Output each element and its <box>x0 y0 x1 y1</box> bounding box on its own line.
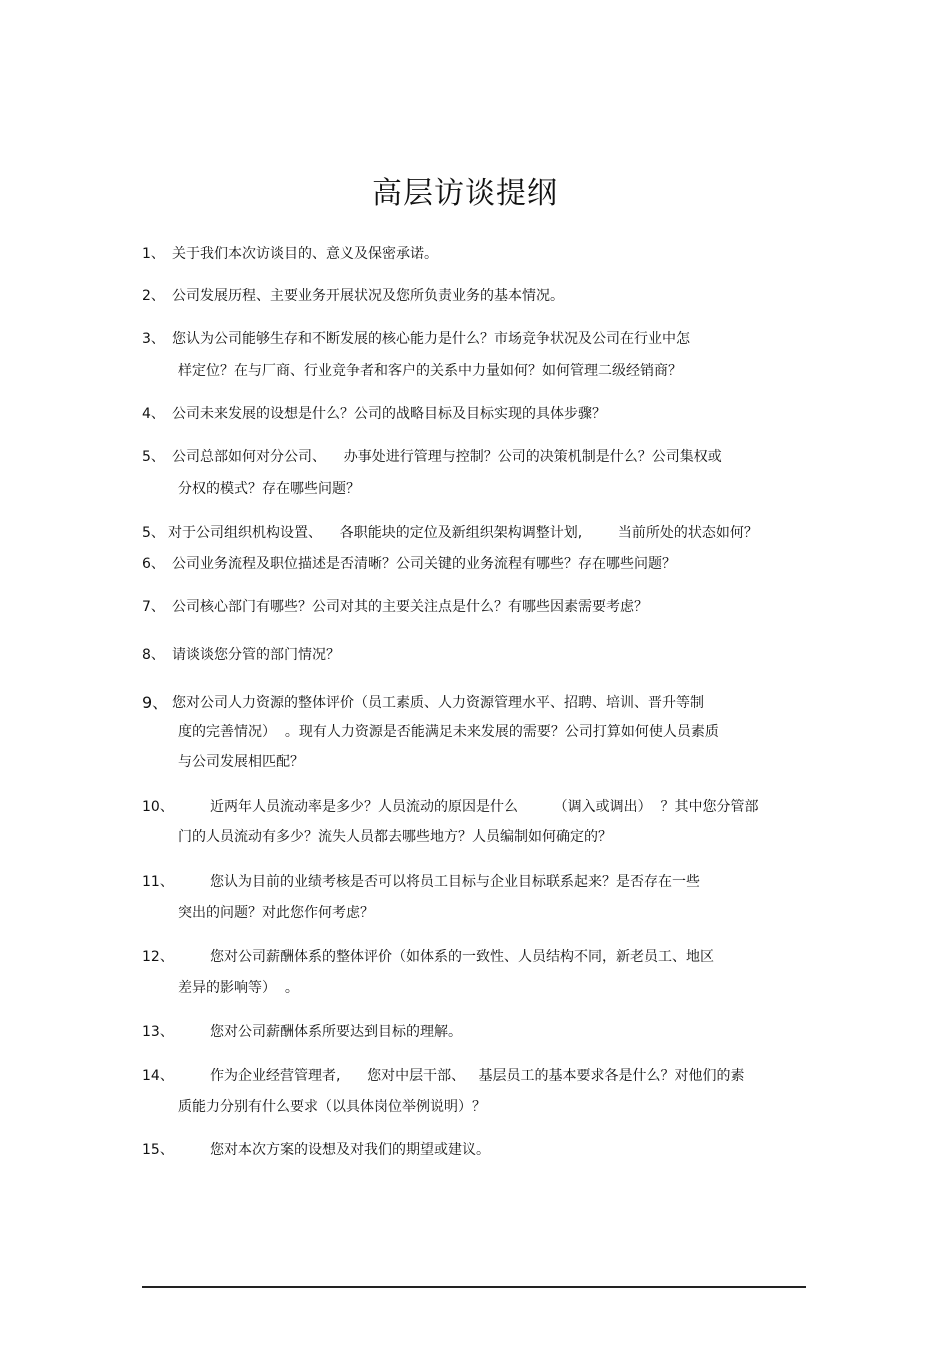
item-number: 10、 <box>142 799 174 815</box>
item-text: 您对公司人力资源的整体评价（员工素质、人力资源管理水平、招聘、培训、晋升等制 <box>172 695 704 711</box>
item-number: 6、 <box>142 556 165 572</box>
item-text: 公司未来发展的设想是什么？公司的战略目标及目标实现的具体步骤？ <box>172 406 606 422</box>
item-text: 公司总部如何对分公司、 办事处进行管理与控制？公司的决策机制是什么？公司集权或 <box>172 449 722 465</box>
item-number: 13、 <box>142 1024 174 1040</box>
item-text: 您认为目前的业绩考核是否可以将员工目标与企业目标联系起来？是否存在一些 <box>210 874 700 890</box>
item-text: 您对公司薪酬体系所要达到目标的理解。 <box>210 1024 462 1040</box>
item-number: 8、 <box>142 647 165 663</box>
item-text: 您对公司薪酬体系的整体评价（如体系的一致性、人员结构不同，新老员工、地区 <box>210 949 714 965</box>
item-text-continued: 质能力分别有什么要求（以具体岗位举例说明）？ <box>178 1099 486 1115</box>
item-text-continued: 突出的问题？对此您作何考虑？ <box>178 905 374 921</box>
item-number: 14、 <box>142 1068 174 1084</box>
item-text-continued: 分权的模式？存在哪些问题？ <box>178 481 360 497</box>
item-number: 3、 <box>142 331 165 347</box>
item-text-continued: 门的人员流动有多少？流失人员都去哪些地方？人员编制如何确定的？ <box>178 829 612 845</box>
item-number: 15、 <box>142 1142 174 1158</box>
item-text-continued: 差异的影响等） 。 <box>178 980 299 996</box>
item-text-continued: 样定位？在与厂商、行业竞争者和客户的关系中力量如何？如何管理二级经销商？ <box>178 363 682 379</box>
item-number: 4、 <box>142 406 165 422</box>
item-text-continued: 与公司发展相匹配？ <box>178 754 304 770</box>
item-number: 2、 <box>142 288 165 304</box>
item-number: 5、 <box>142 525 165 541</box>
item-text: 您对本次方案的设想及对我们的期望或建议。 <box>210 1142 490 1158</box>
item-number: 12、 <box>142 949 174 965</box>
item-text: 公司发展历程、主要业务开展状况及您所负责业务的基本情况。 <box>172 288 564 304</box>
item-number: 5、 <box>142 449 165 465</box>
item-number: 11、 <box>142 874 174 890</box>
item-text: 您认为公司能够生存和不断发展的核心能力是什么？市场竞争状况及公司在行业中怎 <box>172 331 690 347</box>
page-title: 高层访谈提纲 <box>372 176 558 211</box>
item-number: 9、 <box>142 693 169 712</box>
item-text: 请谈谈您分管的部门情况？ <box>172 647 340 663</box>
item-text: 公司核心部门有哪些？公司对其的主要关注点是什么？有哪些因素需要考虑？ <box>172 599 648 615</box>
item-text: 作为企业经营管理者, 您对中层干部、 基层员工的基本要求各是什么？对他们的素 <box>210 1068 745 1084</box>
item-text: 对于公司组织机构设置、 各职能块的定位及新组织架构调整计划, 当前所处的状态如何？ <box>168 525 758 541</box>
item-text: 近两年人员流动率是多少？人员流动的原因是什么 （调入或调出） ？其中您分管部 <box>210 799 759 815</box>
item-text-continued: 度的完善情况） 。现有人力资源是否能满足未来发展的需要？公司打算如何使人员素质 <box>178 724 719 740</box>
item-number: 7、 <box>142 599 165 615</box>
item-text: 关于我们本次访谈目的、意义及保密承诺。 <box>172 246 438 262</box>
item-text: 公司业务流程及职位描述是否清晰？公司关键的业务流程有哪些？存在哪些问题？ <box>172 556 676 572</box>
item-number: 1、 <box>142 246 165 262</box>
footer-divider <box>142 1286 806 1288</box>
